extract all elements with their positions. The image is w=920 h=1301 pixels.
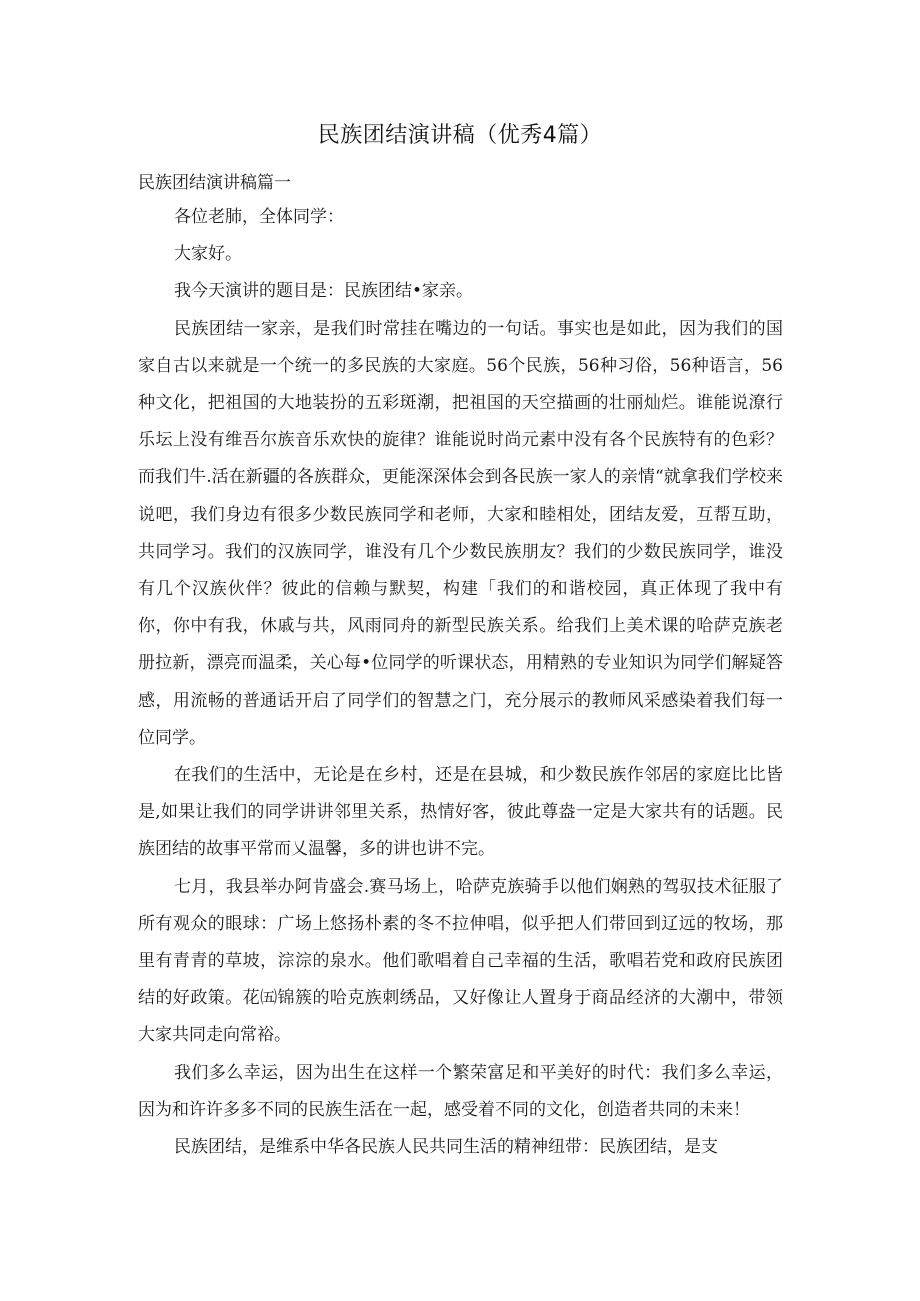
paragraph-body-3: 七月，我县举办阿肯盛会.赛马场上，哈萨克族骑手以他们娴熟的驾驭技术征服了所有观众的眼球：广场上悠扬朴素的冬不拉伸唱，似乎把人们带回到辽远的牧场，那里有青青的草坡，淙淙的泉水。他们歌唱着自己幸福的生活，歌唱若党和政府民族团结的好政策。花㈤锦簇的哈克族刺绣品，又好像让人置身于商品经济的大潮中，带领大家共同走向常裕。 <box>138 876 783 1046</box>
paragraph-body-4: 我们多么幸运，因为出生在这样一个繁荣富足和平美好的时代：我们多么幸运，因为和许许多多不同的民族生活在一起，感受着不同的文化，创造者共同的未来！ <box>138 1062 783 1120</box>
paragraph-body-2: 在我们的生活中，无论是在乡村，还是在县城，和少数民族作邻居的家庭比比皆是,如果让我们的同学讲讲邻里关系，热情好客，彼此尊盎一定是大家共有的话题。民族团结的故事平常而乂温馨，多的讲也讲不完。 <box>138 765 783 860</box>
paragraph-body-5: 民族团结，是维系中华各民族人民共同生活的精神纽带：民族团结，是支 <box>174 1137 718 1158</box>
document-body <box>138 199 783 1166</box>
section-heading: 民族团结演讲稿篇一 <box>138 173 291 193</box>
paragraph-salutation: 各位老肺，全体同学： <box>174 207 344 227</box>
paragraph-topic: 我今天演讲的题目是：民族团结•家亲。 <box>174 281 474 302</box>
paragraph-greeting: 大家好。 <box>174 244 242 265</box>
document-title: 民族团结演讲稿（优秀4篇） <box>317 123 603 148</box>
paragraph-body-1: 民族团结一家亲，是我们时常挂在嘴边的一句话。事实也是如此，因为我们的国家自古以来就是一个统一的多民族的大家庭。56个民族，56种习俗，56种语言，56种文化，把祖国的大地装扮的五彩斑潮，把祖国的天空描画的壮丽灿烂。谁能说潦行乐坛上没有维吾尔族音乐欢快的旋律？谁能说时尚元素中没有各个民族特有的色彩？而我们牛.活在新疆的各族群众，更能深深体会到各民族一家人的亲情“就拿我们学校来说吧，我们身边有很多少数民族同学和老师，大家和睦相处，团结友爱，互帮互助，共同学习。我们的汉族同学，谁没有几个少数民族朋友？我们的少数民族同学，谁没有几个汉族伙伴？彼此的信赖与默契，构建「我们的和谐校园，真正体现了我中有你，你中有我，休戚与共，风雨同舟的新型民族关系。给我们上美术课的哈萨克族老册拉新，漂亮而温柔，关心每•位同学的听课状态，用精熟的专业知识为同学们解疑答感，用流畅的普通话开启了同学们的智慧之门，充分展示的教师风采感染着我们每一位同学。 <box>138 318 783 748</box>
